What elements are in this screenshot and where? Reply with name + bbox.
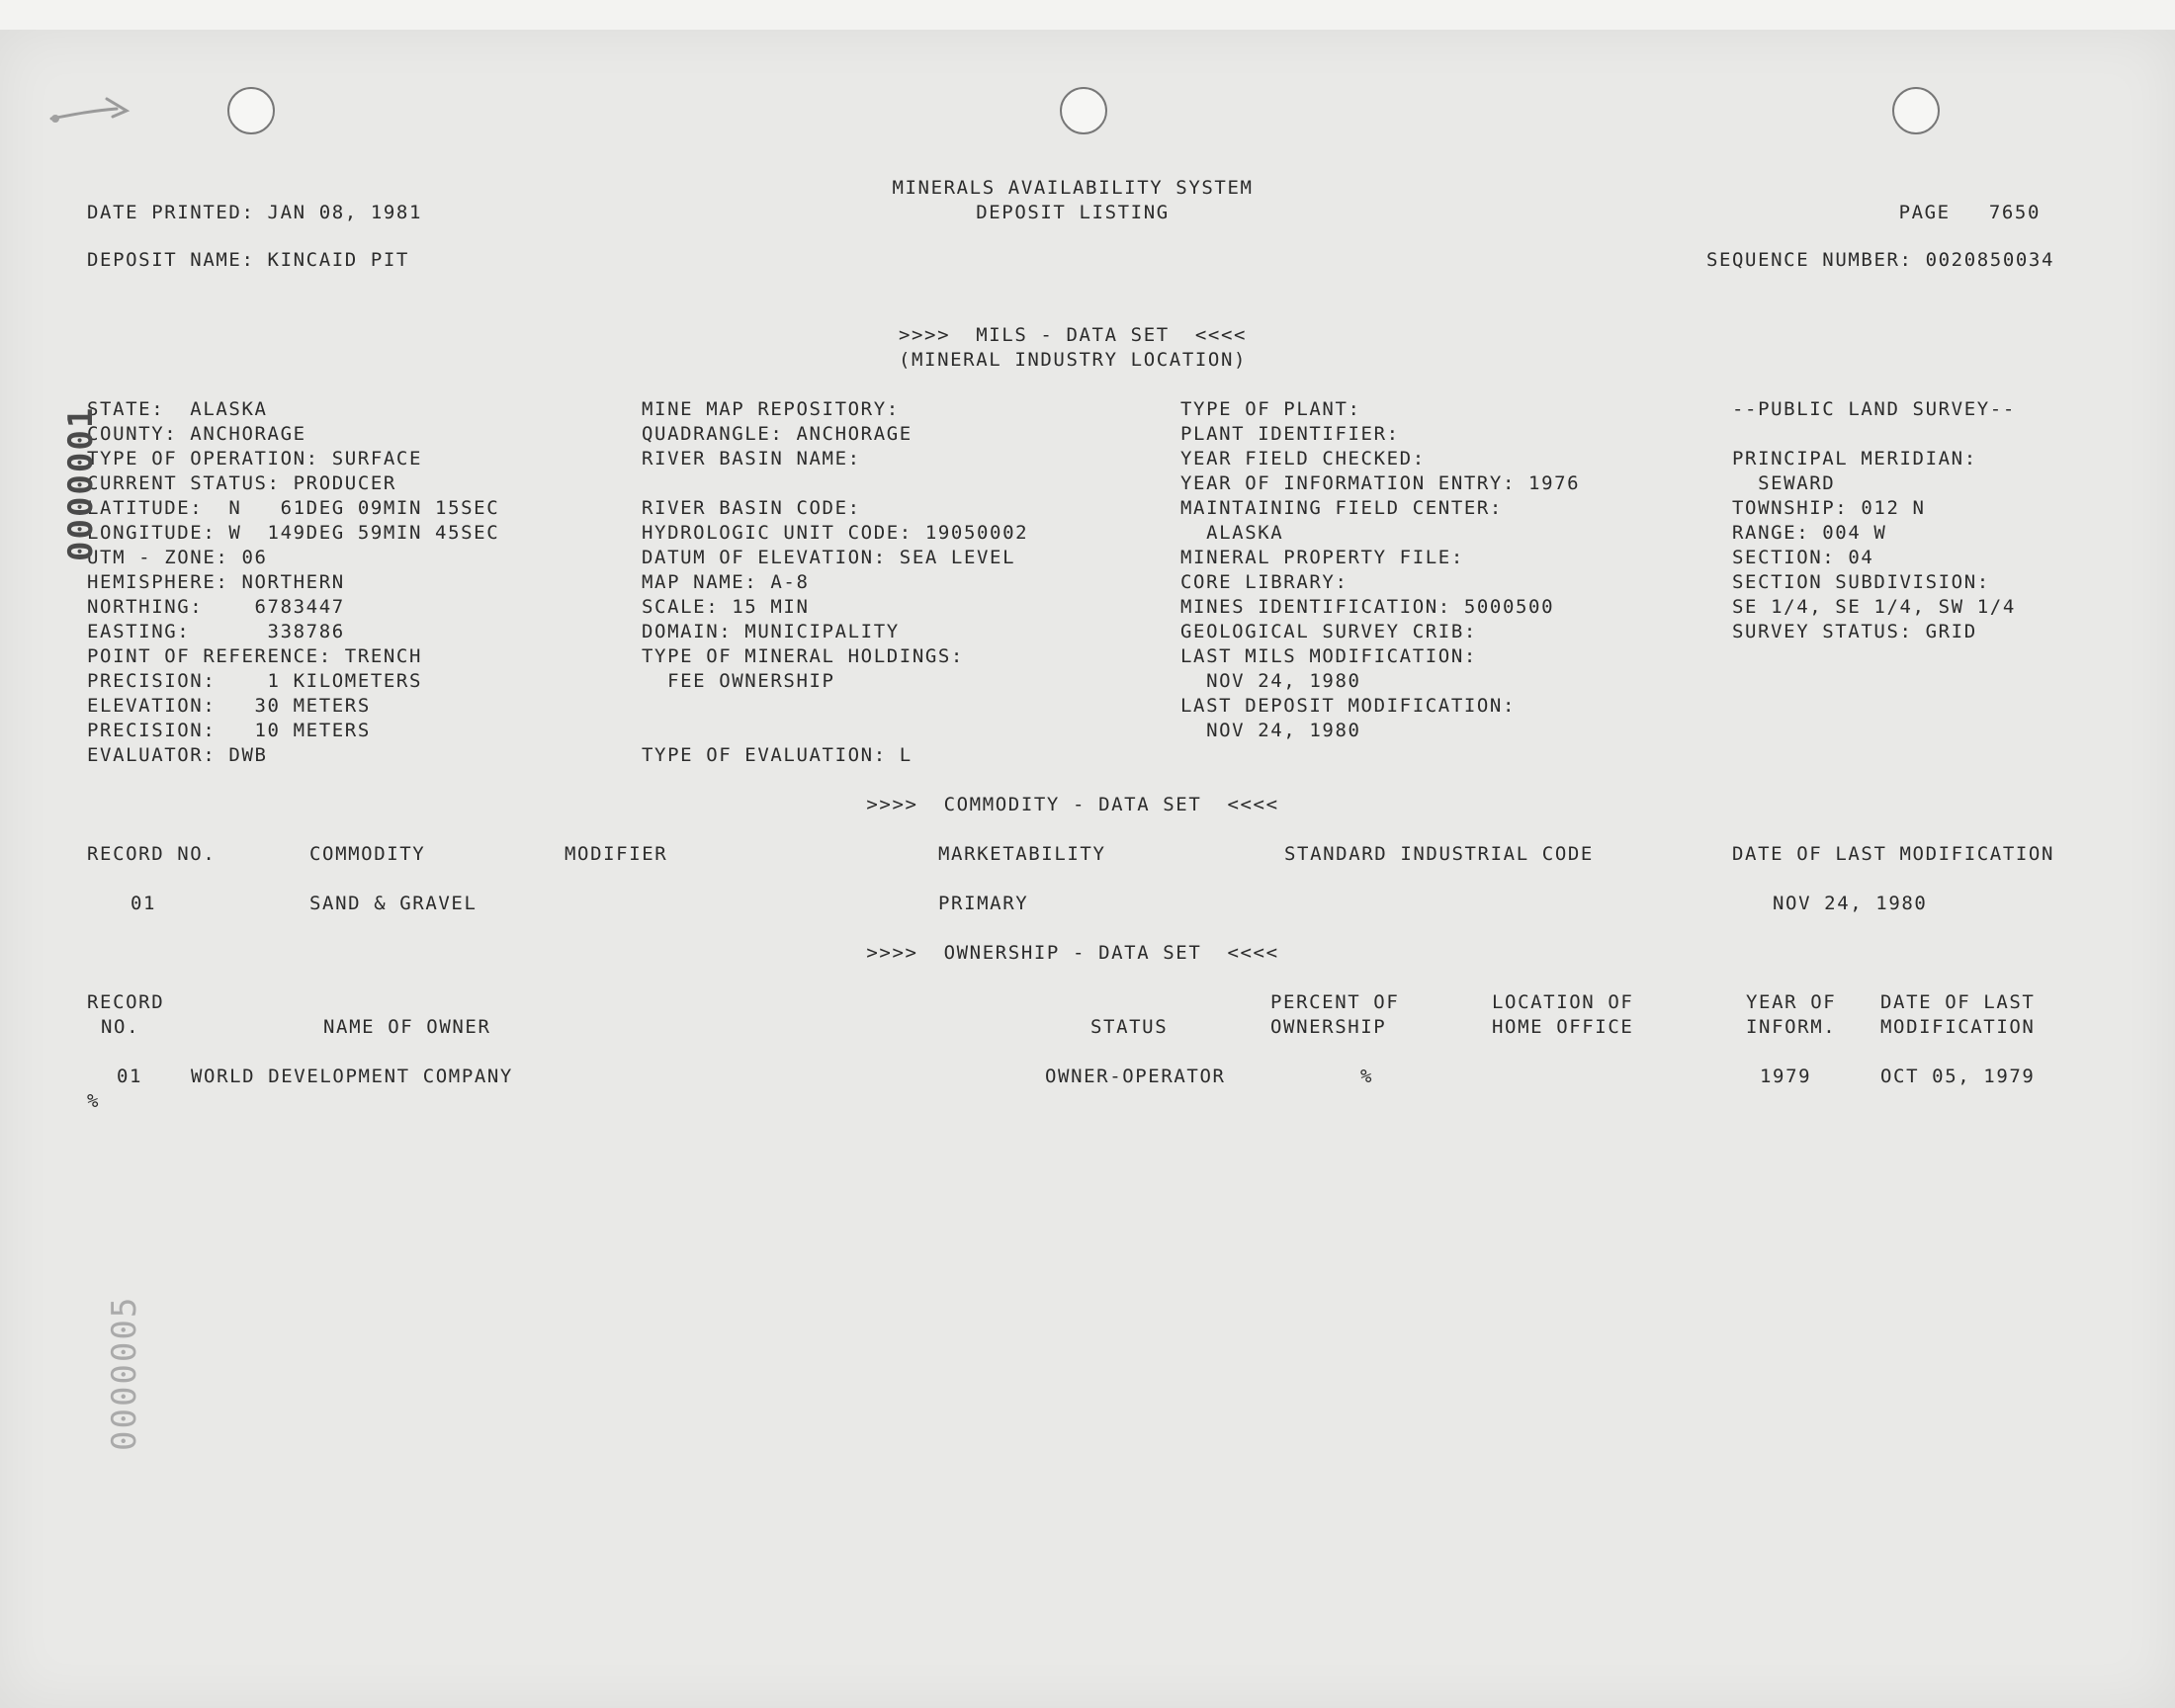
ownership-header-record-2: NO. bbox=[101, 1016, 140, 1038]
page-number: PAGE 7650 bbox=[1898, 202, 2041, 223]
mils-col1-line: UTM - ZONE: 06 bbox=[87, 547, 268, 568]
ownership-row-year: 1979 bbox=[1760, 1066, 1812, 1087]
ownership-header-year-2: INFORM. bbox=[1746, 1016, 1837, 1038]
mils-location-column bbox=[87, 397, 641, 768]
mils-section-subtitle: (MINERAL INDUSTRY LOCATION) bbox=[898, 349, 1248, 371]
mils-col2-line: FEE OWNERSHIP bbox=[642, 670, 835, 692]
mils-col2-line: DOMAIN: MUNICIPALITY bbox=[642, 621, 900, 642]
mils-col3-line: TYPE OF PLANT: bbox=[1180, 398, 1361, 420]
mils-col2-line: HYDROLOGIC UNIT CODE: 19050002 bbox=[642, 522, 1029, 544]
commodity-row-marketability: PRIMARY bbox=[938, 893, 1029, 914]
ownership-header-name: NAME OF OWNER bbox=[323, 1016, 491, 1038]
mils-col2-line bbox=[642, 719, 1175, 743]
mils-col2-line: MAP NAME: A-8 bbox=[642, 571, 810, 593]
mils-col3-line: YEAR FIELD CHECKED: bbox=[1180, 448, 1426, 470]
ownership-header-percent-1: PERCENT OF bbox=[1270, 991, 1400, 1013]
mils-col1-line: TYPE OF OPERATION: SURFACE bbox=[87, 448, 423, 470]
mils-col3-line: MAINTAINING FIELD CENTER: bbox=[1180, 497, 1503, 519]
mils-col1-line: HEMISPHERE: NORTHERN bbox=[87, 571, 345, 593]
deposit-name: DEPOSIT NAME: KINCAID PIT bbox=[87, 249, 409, 271]
ownership-header-status: STATUS bbox=[1090, 1016, 1169, 1038]
bottom-stamp-number: 0000005 bbox=[105, 1295, 144, 1451]
ownership-header-location-1: LOCATION OF bbox=[1492, 991, 1634, 1013]
mils-col4-line bbox=[1732, 422, 2068, 447]
mils-col2-line: TYPE OF MINERAL HOLDINGS: bbox=[642, 645, 964, 667]
mils-col3-line: MINES IDENTIFICATION: 5000500 bbox=[1180, 596, 1555, 618]
commodity-section-title: >>>> COMMODITY - DATA SET <<<< bbox=[866, 794, 1279, 815]
mils-col3-line: GEOLOGICAL SURVEY CRIB: bbox=[1180, 621, 1477, 642]
commodity-row-record-no: 01 bbox=[130, 893, 157, 914]
mils-col1-line: STATE: ALASKA bbox=[87, 398, 268, 420]
punch-hole-right bbox=[1892, 87, 1940, 134]
ownership-header-location-2: HOME OFFICE bbox=[1492, 1016, 1634, 1038]
mils-col3-line: LAST MILS MODIFICATION: bbox=[1180, 645, 1477, 667]
mils-col2-line: RIVER BASIN CODE: bbox=[642, 497, 861, 519]
mils-col3-line: ALASKA bbox=[1180, 522, 1284, 544]
ownership-row-status: OWNER-OPERATOR bbox=[1045, 1066, 1226, 1087]
punch-hole-left bbox=[227, 87, 275, 134]
mils-col1-line: NORTHING: 6783447 bbox=[87, 596, 345, 618]
ownership-row-date-mod: OCT 05, 1979 bbox=[1880, 1066, 2036, 1087]
mils-col1-line: ELEVATION: 30 METERS bbox=[87, 695, 371, 717]
ownership-end-marker: % bbox=[87, 1090, 101, 1112]
ownership-row-name: WORLD DEVELOPMENT COMPANY bbox=[191, 1066, 513, 1087]
mils-col4-line: RANGE: 004 W bbox=[1732, 522, 1887, 544]
commodity-header-modifier: MODIFIER bbox=[565, 843, 668, 865]
mils-col2-line bbox=[642, 694, 1175, 719]
mils-plant-column bbox=[1180, 397, 1734, 743]
mils-section-title: >>>> MILS - DATA SET <<<< bbox=[898, 324, 1248, 346]
ownership-header-percent-2: OWNERSHIP bbox=[1270, 1016, 1387, 1038]
mils-col4-line: PRINCIPAL MERIDIAN: bbox=[1732, 448, 1977, 470]
mils-col2-line: RIVER BASIN NAME: bbox=[642, 448, 861, 470]
mils-col1-line: CURRENT STATUS: PRODUCER bbox=[87, 472, 396, 494]
mils-col3-line: NOV 24, 1980 bbox=[1180, 670, 1361, 692]
commodity-header-date-mod: DATE OF LAST MODIFICATION bbox=[1732, 843, 2054, 865]
ownership-header-date-2: MODIFICATION bbox=[1880, 1016, 2036, 1038]
mils-col4-line: SECTION: 04 bbox=[1732, 547, 1874, 568]
mils-col1-line: LATITUDE: N 61DEG 09MIN 15SEC bbox=[87, 497, 500, 519]
mils-col4-line: TOWNSHIP: 012 N bbox=[1732, 497, 1926, 519]
mils-col2-line bbox=[642, 471, 1175, 496]
mils-col4-line: --PUBLIC LAND SURVEY-- bbox=[1732, 398, 2016, 420]
mils-col2-line: SCALE: 15 MIN bbox=[642, 596, 810, 618]
system-title: MINERALS AVAILABILITY SYSTEM bbox=[892, 177, 1254, 199]
mils-col3-line: YEAR OF INFORMATION ENTRY: 1976 bbox=[1180, 472, 1581, 494]
listing-title: DEPOSIT LISTING bbox=[976, 202, 1170, 223]
ownership-section-title: >>>> OWNERSHIP - DATA SET <<<< bbox=[866, 942, 1279, 964]
ownership-header-record-1: RECORD bbox=[87, 991, 165, 1013]
mils-col3-line: MINERAL PROPERTY FILE: bbox=[1180, 547, 1464, 568]
mils-col3-line: LAST DEPOSIT MODIFICATION: bbox=[1180, 695, 1517, 717]
mils-col3-line: PLANT IDENTIFIER: bbox=[1180, 423, 1400, 445]
commodity-header-commodity: COMMODITY bbox=[309, 843, 426, 865]
printout-sheet bbox=[0, 30, 2175, 1708]
mils-col1-line: COUNTY: ANCHORAGE bbox=[87, 423, 306, 445]
mils-col1-line: PRECISION: 1 KILOMETERS bbox=[87, 670, 423, 692]
mils-col2-line: DATUM OF ELEVATION: SEA LEVEL bbox=[642, 547, 1016, 568]
public-land-survey-column bbox=[1732, 397, 2068, 644]
ownership-header-date-1: DATE OF LAST bbox=[1880, 991, 2036, 1013]
mils-col2-line: QUADRANGLE: ANCHORAGE bbox=[642, 423, 913, 445]
commodity-row-commodity: SAND & GRAVEL bbox=[309, 893, 478, 914]
sequence-number: SEQUENCE NUMBER: 0020850034 bbox=[1705, 249, 2054, 271]
date-printed: DATE PRINTED: JAN 08, 1981 bbox=[87, 202, 423, 223]
mils-col2-line: MINE MAP REPOSITORY: bbox=[642, 398, 900, 420]
mils-col1-line: POINT OF REFERENCE: TRENCH bbox=[87, 645, 423, 667]
mils-col3-line: CORE LIBRARY: bbox=[1180, 571, 1348, 593]
mils-col1-line: LONGITUDE: W 149DEG 59MIN 45SEC bbox=[87, 522, 500, 544]
mils-col4-line: SEWARD bbox=[1732, 472, 1836, 494]
commodity-header-marketability: MARKETABILITY bbox=[938, 843, 1106, 865]
commodity-header-sic: STANDARD INDUSTRIAL CODE bbox=[1284, 843, 1594, 865]
side-stamp-number: 0000001 bbox=[61, 405, 101, 561]
mils-col1-line: EASTING: 338786 bbox=[87, 621, 345, 642]
mils-map-column bbox=[642, 397, 1175, 768]
ownership-row-percent: % bbox=[1360, 1066, 1374, 1087]
mils-col4-line: SE 1/4, SE 1/4, SW 1/4 bbox=[1732, 596, 2016, 618]
ownership-row-record-no: 01 bbox=[117, 1066, 143, 1087]
mils-col1-line: EVALUATOR: DWB bbox=[87, 744, 268, 766]
commodity-header-record-no: RECORD NO. bbox=[87, 843, 217, 865]
mils-col4-line: SECTION SUBDIVISION: bbox=[1732, 571, 1990, 593]
punch-hole-center bbox=[1060, 87, 1107, 134]
mils-col2-line: TYPE OF EVALUATION: L bbox=[642, 744, 913, 766]
mils-col1-line: PRECISION: 10 METERS bbox=[87, 720, 371, 741]
commodity-row-date-mod: NOV 24, 1980 bbox=[1773, 893, 1928, 914]
mils-col4-line: SURVEY STATUS: GRID bbox=[1732, 621, 1977, 642]
pencil-smudge-mark bbox=[47, 81, 156, 130]
mils-col3-line: NOV 24, 1980 bbox=[1180, 720, 1361, 741]
ownership-header-year-1: YEAR OF bbox=[1746, 991, 1837, 1013]
